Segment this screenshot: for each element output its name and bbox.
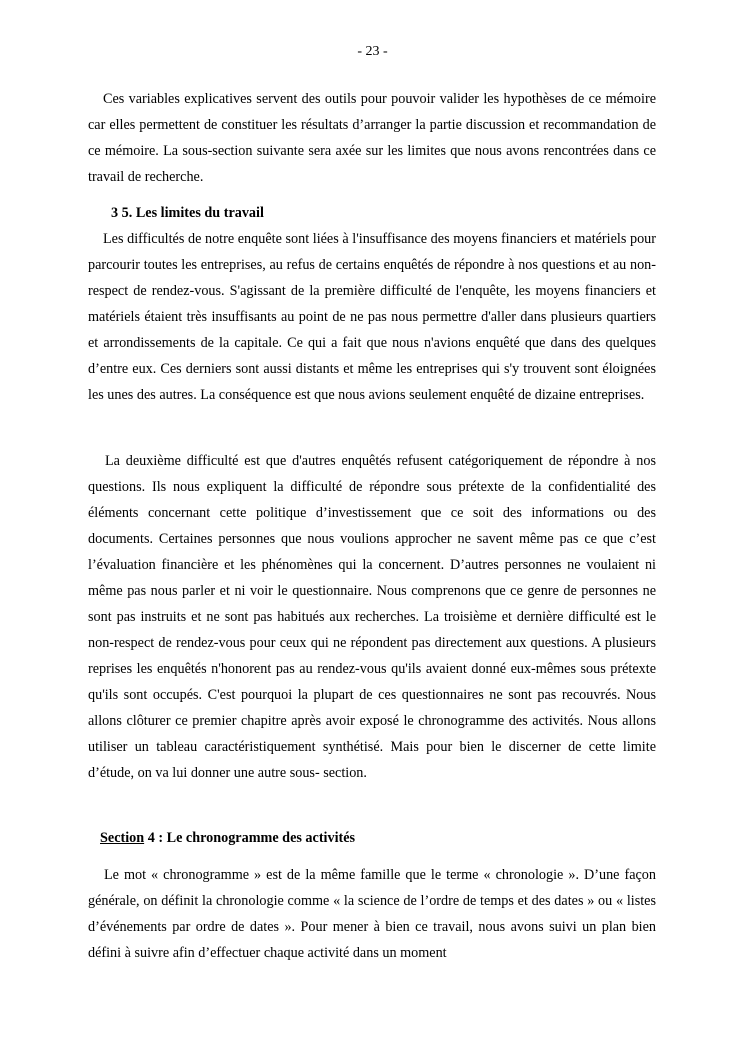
section-title: 4 : Le chronogramme des activités — [144, 830, 356, 846]
paragraph-text: Le mot « chronogramme » est de la même famille que le terme « chronologie ». D’une façon générale, on définit la chronologie comme « la science de l’ordre de temps et des dates » ou « listes d’événements par ordre de dates ». Pour mener à bien ce travail, nous avons suivi un plan bien défini à suivre afin d’effectuer chaque activité dans un moment — [88, 867, 656, 961]
paragraph-text: Ces variables explicatives servent des outils pour pouvoir valider les hypothèses de ce mémoire car elles permettent de constituer les résultats d’arranger la partie discussion et recommandation de ce mémoire. La sous-section suivante sera axée sur les limites que nous avons rencontrées dans ce travail de recherche. — [88, 91, 656, 185]
paragraph-intro — [88, 86, 656, 190]
section-label: Section — [100, 830, 145, 846]
paragraph-difficulties — [88, 226, 656, 408]
section-heading-chronogram — [88, 825, 656, 851]
paragraph-text: Les difficultés de notre enquête sont liées à l'insuffisance des moyens financiers et matériels pour parcourir toutes les entreprises, au refus de certains enquêtés de répondre à nos questions et au non-respect de rendez-vous. S'agissant de la première difficulté de l'enquête, les moyens financiers et matériels étaient très insuffisants au point de ne pas nous permettre d'aller dans plusieurs quartiers et arrondissements de la capitale. Ce qui a fait que nous n'avions enquêté que dans des quelques d’entre eux. Ces derniers sont aussi distants et même les entreprises qui s'y trouvent sont éloignées les unes des autres. La conséquence est que nous avions seulement enquêté de dizaine entreprises. — [88, 231, 656, 403]
paragraph-chronogram — [88, 862, 656, 966]
paragraph-second-difficulty — [88, 448, 656, 786]
paragraph-text: La deuxième difficulté est que d'autres enquêtés refusent catégoriquement de répondre à nos questions. Ils nous expliquent la difficulté de répondre sous prétexte de la confidentialité des éléments concernant cette politique d’investissement que ce soit des informations ou des documents. Certaines personnes que nous voulions approcher ne savent même pas ce que c’est l’évaluation financière et les phénomènes qui la concernent. D’autres personnes ne voulaient ni même pas nous parler et ni voir le questionnaire. Nous comprenons que ce genre de personnes ne sont pas instruits et ne sont pas habitués aux recherches. La troisième et dernière difficulté est le non-respect de rendez-vous pour ceux qui ne répondent pas directement aux questions. A plusieurs reprises les enquêtés n'honorent pas au rendez-vous qu'ils avaient donné eux-mêmes sous prétexte qu'ils sont occupés. C'est pourquoi la plupart de ces questionnaires ne sont pas recouvrés. Nous allons clôturer ce premier chapitre après avoir exposé le chronogramme des activités. Nous allons utiliser un tableau caractéristiquement synthétisé. Mais pour bien le discerner de cette limite d’étude, on va lui donner une autre sous- section. — [88, 453, 656, 781]
section-heading-limits: 3 5. Les limites du travail — [111, 205, 264, 221]
page-number: - 23 - — [357, 44, 388, 59]
